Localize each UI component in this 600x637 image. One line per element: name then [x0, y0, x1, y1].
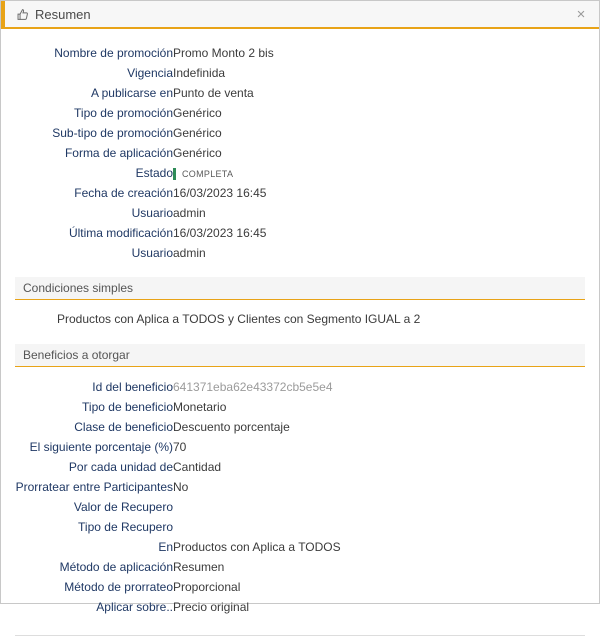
- field-value: No: [173, 480, 189, 494]
- table-row: [1, 557, 341, 577]
- conditions-text: Productos con Aplica a TODOS y Clientes con Segmento IGUAL a 2: [57, 312, 421, 326]
- field-value: [173, 497, 341, 517]
- field-label: Aplicar sobre..: [96, 600, 173, 614]
- field-value: admin: [173, 206, 206, 220]
- window-content: [1, 29, 599, 637]
- field-label: A publicarse en: [90, 86, 173, 100]
- table-row: [1, 477, 341, 497]
- field-value: Indefinida: [173, 66, 226, 80]
- field-label: En: [158, 540, 173, 554]
- field-label: Método de aplicación: [59, 560, 173, 574]
- field-label: Valor de Recupero: [73, 500, 173, 514]
- field-value: Cantidad: [173, 460, 222, 474]
- table-row: [1, 183, 274, 203]
- field-value: Monetario: [173, 400, 227, 414]
- field-value: [173, 517, 341, 537]
- field-label: Nombre de promoción: [54, 46, 173, 60]
- field-value: Genérico: [173, 146, 222, 160]
- table-row: [1, 83, 274, 103]
- field-label: Forma de aplicación: [64, 146, 173, 160]
- field-label: Fecha de creación: [74, 186, 173, 200]
- field-value: Descuento porcentaje: [173, 420, 290, 434]
- field-label: Sub-tipo de promoción: [52, 126, 173, 140]
- field-value: Proporcional: [173, 580, 241, 594]
- section-header-beneficios: Beneficios a otorgar: [15, 344, 585, 367]
- table-row: [1, 123, 274, 143]
- table-row: [1, 203, 274, 223]
- table-row: [1, 43, 274, 63]
- field-value: Genérico: [173, 126, 222, 140]
- field-value: 16/03/2023 16:45: [173, 226, 267, 240]
- table-row: [1, 497, 341, 517]
- field-value: Promo Monto 2 bis: [173, 46, 274, 60]
- table-row: [1, 457, 341, 477]
- field-label: Vigencia: [127, 66, 173, 80]
- field-value: Resumen: [173, 560, 225, 574]
- titlebar-accent: [1, 1, 5, 29]
- field-label: Por cada unidad de: [68, 460, 173, 474]
- field-label: Tipo de beneficio: [82, 400, 173, 414]
- field-label: Usuario: [131, 206, 173, 220]
- section-header-condiciones-simples: Condiciones simples: [15, 277, 585, 300]
- field-label: Tipo de promoción: [74, 106, 173, 120]
- field-value: Genérico: [173, 106, 222, 120]
- table-row: [1, 223, 274, 243]
- table-row: [1, 143, 274, 163]
- status-badge: COMPLETA: [173, 168, 233, 180]
- field-label: Usuario: [131, 246, 173, 260]
- window-titlebar: [1, 1, 599, 29]
- summary-table: [1, 43, 274, 263]
- table-row: [1, 417, 341, 437]
- table-row: [1, 63, 274, 83]
- field-value: 16/03/2023 16:45: [173, 186, 267, 200]
- table-row: [1, 377, 341, 397]
- field-value: 70: [173, 440, 187, 454]
- table-row: [1, 517, 341, 537]
- field-label: Prorratear entre Participantes: [15, 480, 173, 494]
- table-row: [1, 103, 274, 123]
- field-value: Precio original: [173, 600, 250, 614]
- table-row: [1, 537, 341, 557]
- table-row: [1, 163, 274, 183]
- field-label: Última modificación: [68, 226, 173, 240]
- window-title: Resumen: [35, 6, 91, 22]
- benefits-fields: [1, 367, 599, 617]
- summary-fields: [1, 43, 599, 263]
- table-row: [1, 243, 274, 263]
- field-label: Tipo de Recupero: [78, 520, 173, 534]
- field-label: El siguiente porcentaje (%): [29, 440, 173, 454]
- field-label: Id del beneficio: [92, 380, 173, 394]
- table-row: [1, 597, 341, 617]
- benefits-table: [1, 377, 341, 617]
- field-label: Estado: [135, 166, 173, 180]
- close-icon[interactable]: ×: [576, 5, 586, 23]
- field-label: Clase de beneficio: [74, 420, 173, 434]
- thumb-up-icon: [15, 7, 29, 21]
- table-row: [1, 397, 341, 417]
- table-row: [1, 437, 341, 457]
- field-value: 641371eba62e43372cb5e5e4: [173, 380, 333, 394]
- table-row: [1, 577, 341, 597]
- field-value: admin: [173, 246, 206, 260]
- field-label: Método de prorrateo: [64, 580, 173, 594]
- field-value: Productos con Aplica a TODOS: [173, 540, 341, 554]
- field-value: Punto de venta: [173, 86, 254, 100]
